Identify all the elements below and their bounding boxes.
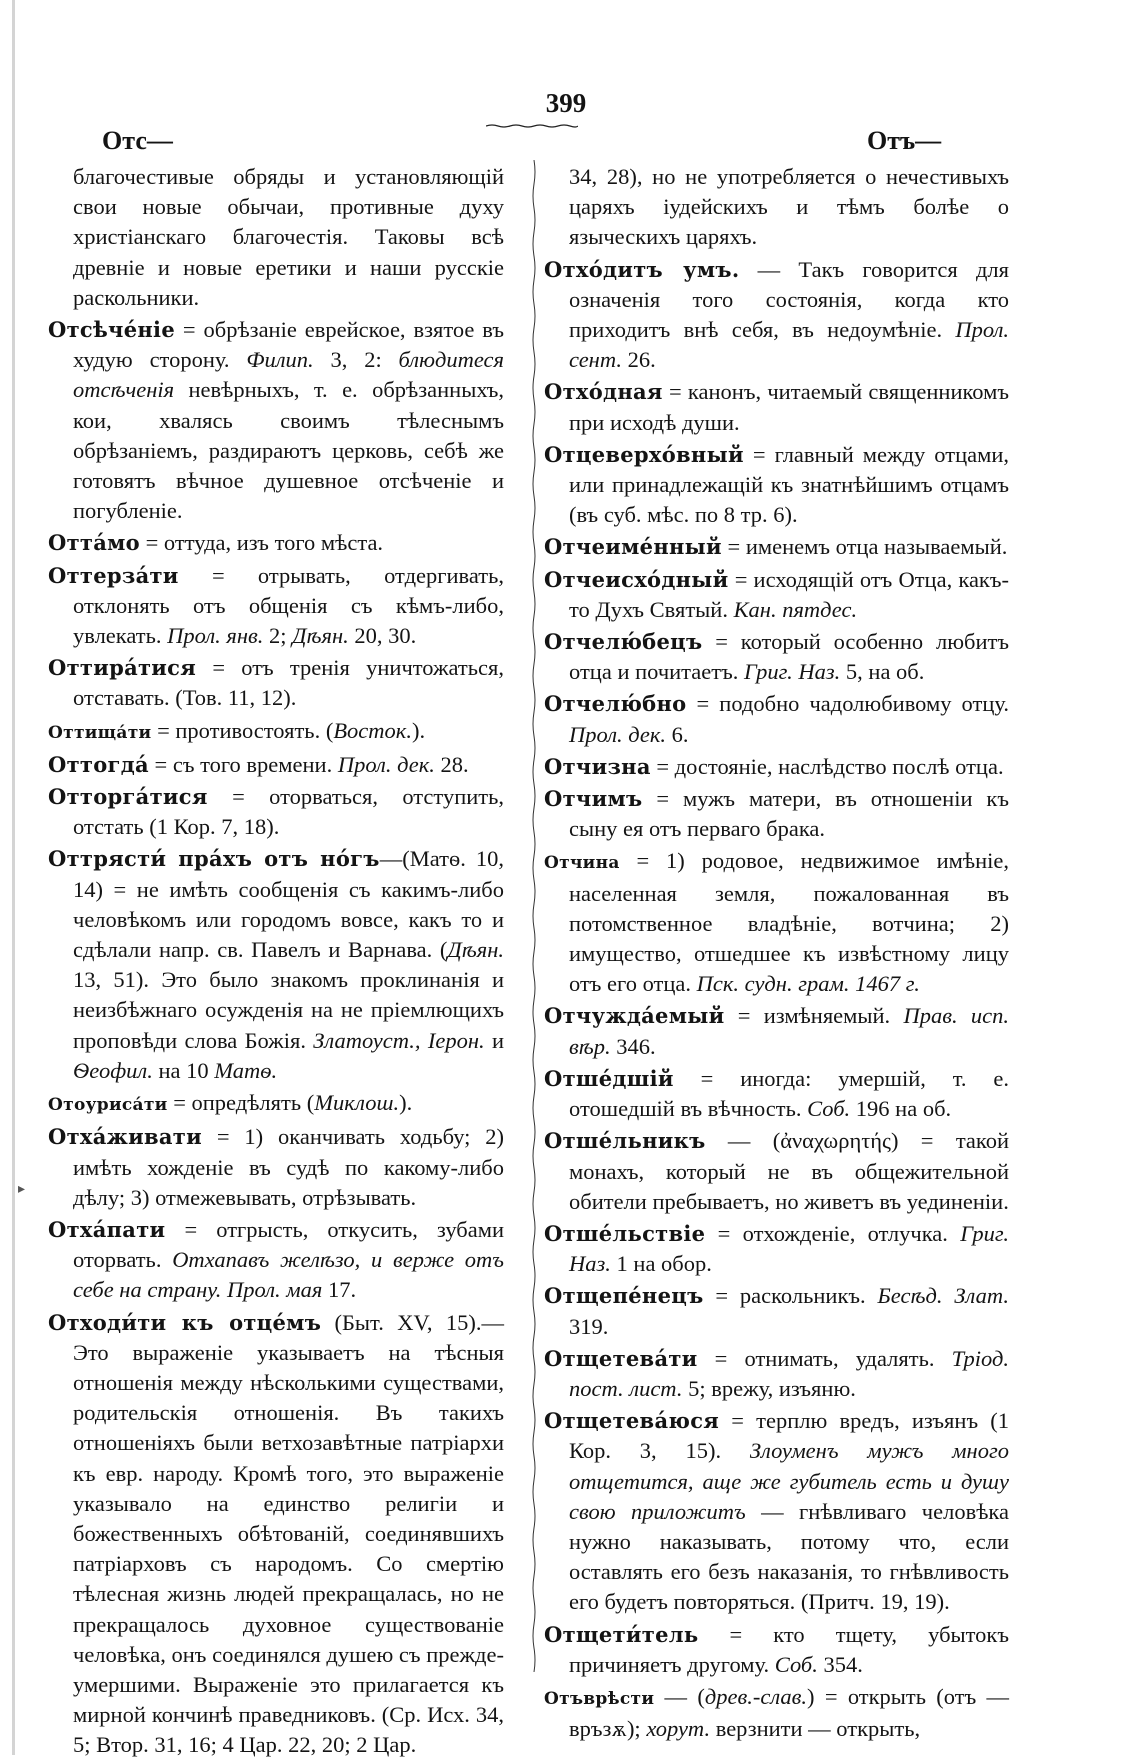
dictionary-entry xyxy=(48,750,504,780)
definition-text: 3, 2: xyxy=(313,347,399,373)
headword: Отщепéнецъ xyxy=(544,1283,704,1309)
dictionary-entry xyxy=(544,689,1009,749)
headword: Отъврѣсти xyxy=(544,1688,655,1709)
definition-text: 6. xyxy=(666,721,689,747)
dictionary-entry xyxy=(544,377,1009,437)
dictionary-entry xyxy=(544,1682,1009,1744)
definition-text: = раскольникъ. xyxy=(703,1283,878,1309)
dictionary-entry xyxy=(48,1215,504,1306)
definition-text: 20, 30. xyxy=(348,623,417,649)
dictionary-entry xyxy=(48,1122,504,1213)
definition-text: 13, 51). Это было знакомъ проклинанія и неизбѣжнаго осужденія на не пріемлющихъ проповѣди слова Божія. xyxy=(73,967,504,1053)
definition-text: (Быт. XV, 15).— Это выраженіе указываетъ на тѣсныя отношенія между нѣсколькими существами, родительскія отношенія. Въ такихъ отношеніяхъ были ветхозавѣтные патріархи къ евр. народу. Кромѣ того, это выраженіе указывало на единство религіи и божественныхъ обѣтованій, соединявшихъ патріарховъ съ народомъ. Со смертію тѣлесная жизнь людей прекращалась, но не прекращалось духовное существованіе человѣка, онъ соединялся душею съ прежде-умершими. Выраженіе это прилагается къ мирной кончинѣ праведниковъ. (Ср. Исх. 34, 5; Втор. 31, 16; 4 Цар. 22, 20; 2 Цар. xyxy=(73,1309,504,1758)
citation-text: Бесѣд. Злат. xyxy=(877,1283,1009,1309)
dictionary-entry xyxy=(48,844,504,1086)
headword: Отчимъ xyxy=(544,786,643,812)
margin-mark: ▸ xyxy=(18,1181,26,1197)
definition-text: верзнити — открыть, xyxy=(710,1716,921,1742)
citation-text: Матѳ. xyxy=(214,1057,278,1083)
definition-text: = главный между отцами, или принадлежащій къ знатнѣйшимъ отцамъ (въ суб. мѣс. по 8 тр. 6). xyxy=(569,441,1009,528)
citation-text: Злоуменъ мужъ много отщетится, аще же губитель есть и душу свою приложитъ xyxy=(569,1438,1009,1524)
definition-text: — ( xyxy=(654,1683,705,1709)
citation-text: Дѣян. xyxy=(447,937,504,963)
definition-text: 17. xyxy=(322,1277,357,1303)
dictionary-entry xyxy=(48,1088,504,1120)
headword: Отчуждáемый xyxy=(544,1003,725,1029)
headword: Отщетева́юся xyxy=(544,1408,720,1434)
dictionary-entry xyxy=(544,440,1009,531)
dictionary-entry xyxy=(48,653,504,713)
entry-continuation xyxy=(48,162,504,313)
headword: Отчеисхо́дный xyxy=(544,566,729,592)
headword: Отха́пати xyxy=(48,1216,166,1242)
definition-text: 5; врежу, изъяню. xyxy=(682,1375,856,1401)
dictionary-entry xyxy=(544,846,1009,999)
headword: Отчина xyxy=(544,853,620,874)
dictionary-entry xyxy=(544,255,1009,376)
headword: Оттерза́ти xyxy=(48,562,179,588)
definition-text: = который особенно любитъ отца и почитаетъ. xyxy=(569,629,1009,685)
definition-text: 2; xyxy=(263,623,293,649)
citation-text: Златоуст., Іерон. xyxy=(313,1027,485,1053)
running-head-right: Отъ— xyxy=(867,126,942,155)
citation-text: Прол. дек. xyxy=(337,751,435,777)
definition-text: 346. xyxy=(610,1033,656,1059)
definition-text: = съ того времени. xyxy=(148,751,338,777)
definition-text: 1 на обор. xyxy=(610,1251,712,1277)
dictionary-entry xyxy=(544,784,1009,844)
definition-text: = опредѣлять ( xyxy=(167,1090,315,1116)
headword: Оттрясти́ пра́хъ отъ но́гъ xyxy=(48,846,380,872)
dictionary-entry xyxy=(544,1219,1009,1279)
headword: Отцеверхо́вный xyxy=(544,441,744,467)
page-number-rule xyxy=(486,124,578,128)
headword: Оттира́тися xyxy=(48,655,197,681)
citation-text: Отхапавъ желѣзо, и верже отъ себе на страну. Прол. мая xyxy=(73,1247,504,1303)
dictionary-entry xyxy=(48,782,504,842)
citation-text: Восток. xyxy=(333,717,412,743)
definition-text: = отрывать, отдергивать, отклонять отъ общенія съ кѣмъ-либо, увлекать. xyxy=(73,562,504,649)
citation-text: Григ. Наз. xyxy=(743,659,841,685)
definition-text: = достояніе, наслѣдство послѣ отца. xyxy=(650,753,1004,779)
left-column xyxy=(48,162,504,1763)
headword: Отчелю́бецъ xyxy=(544,629,703,655)
citation-text: Тріод. пост. лист. xyxy=(569,1345,1009,1401)
definition-text: = канонъ, читаемый священникомъ при исходѣ души. xyxy=(569,379,1009,435)
headword: Отходи́ти къ отце́мъ xyxy=(48,1309,322,1335)
definition-text: — гнѣвливаго человѣка нужно наказывать, потому что, если оставлять его безъ наказанія, то гнѣвливость его будетъ повторяться. (Притч. 19, 19). xyxy=(569,1498,1010,1615)
definition-text: = 1) родовое, недвижимое имѣніе, населенная земля, пожалованная въ потомственное владѣніе, вотчина; 2) имущество, отшедшее къ извѣстному лицу отъ его отца. xyxy=(569,848,1009,997)
definition-text: = мужъ матери, въ отношеніи къ сыну ея отъ перваго брака. xyxy=(569,786,1009,842)
dictionary-entry xyxy=(544,1126,1009,1217)
definition-text: 354. xyxy=(817,1651,863,1677)
right-column xyxy=(544,162,1009,1746)
definition-text: 34, 28), но не употребляется о нечестивыхъ царяхъ іудейскихъ и тѣмъ болѣе о языческихъ царяхъ. xyxy=(569,164,1009,250)
dictionary-entry xyxy=(48,716,504,748)
dictionary-entry xyxy=(544,1281,1009,1341)
citation-text: хорут. xyxy=(646,1716,711,1742)
definition-text: благочестивые обряды и установляющій свои новые обычаи, противные духу христіанскаго благочестія. Таковы всѣ древніе и новые еретики и наши русскіе раскольники. xyxy=(73,164,504,310)
headword: Отчеимéнный xyxy=(544,534,722,560)
headword: Отщетева́ти xyxy=(544,1345,698,1371)
citation-text: Прол. янв. xyxy=(167,623,264,649)
definition-text: —(Матѳ. 10, 14) = не имѣть сообщенія съ какимъ-либо человѣкомъ или городомъ вовсе, какъ то и сдѣлали напр. св. Павелъ и Варнава. ( xyxy=(73,846,504,963)
definition-text: 26. xyxy=(622,347,656,373)
citation-text: Пск. судн. грам. 1467 г. xyxy=(696,971,920,997)
definition-text: = отнимать, удалять. xyxy=(697,1345,952,1371)
definition-text: = именемъ отца называемый. xyxy=(721,534,1008,560)
citation-text: Соб. xyxy=(807,1096,851,1122)
definition-text: = отхожденіе, отлучка. xyxy=(705,1220,961,1246)
headword: Отхо́дная xyxy=(544,379,663,405)
definition-text: — Такъ говорится для означенія того состоянія, когда кто приходитъ внѣ себя, въ недоумѣніе. xyxy=(569,256,1009,343)
definition-text: на 10 xyxy=(152,1057,215,1083)
citation-text: Миклош. xyxy=(314,1090,400,1116)
headword: Отта́мо xyxy=(48,530,140,556)
citation-text: Ѳеофил. xyxy=(73,1057,153,1083)
dictionary-entry xyxy=(544,1344,1009,1404)
definition-text: = противостоять. ( xyxy=(151,717,334,743)
definition-text: = кто тщету, убытокъ причиняетъ другому. xyxy=(569,1621,1009,1677)
definition-text: = обрѣзаніе еврейское, взятое въ худую сторону. xyxy=(73,317,504,373)
dictionary-entry xyxy=(544,1406,1009,1617)
headword: Отшéдшій xyxy=(544,1065,674,1091)
scan-edge xyxy=(12,0,15,1755)
citation-text: Григ. Наз. xyxy=(569,1220,1009,1277)
dictionary-entry xyxy=(48,1308,504,1761)
headword: Отха́живати xyxy=(48,1124,202,1150)
column-divider xyxy=(530,160,538,1672)
citation-text: Прол. дек. xyxy=(569,721,667,747)
citation-text: Прав. исп. вѣр. xyxy=(569,1003,1009,1059)
headword: Отчелю́бно xyxy=(544,691,687,717)
definition-text: = отгрысть, откусить, зубами оторвать. xyxy=(73,1216,504,1273)
dictionary-entry xyxy=(544,1620,1009,1680)
definition-text: 5, на об. xyxy=(840,659,925,685)
definition-text: ) = открыть (отъ — връзѫ); xyxy=(569,1683,1009,1742)
definition-text: ). xyxy=(399,1090,413,1116)
dictionary-entry xyxy=(48,315,504,526)
headword: Отхо́дитъ умъ. xyxy=(544,256,740,282)
citation-text: Кан. пятдес. xyxy=(733,596,858,622)
headword: Отчизна xyxy=(544,753,651,779)
headword: Отшéльствіе xyxy=(544,1220,706,1246)
definition-text: = иногда: умершій, т. е. отошедшій въ вѣчность. xyxy=(569,1065,1009,1122)
dictionary-entry xyxy=(48,561,504,652)
definition-text: — (ἀναχωρητής) = такой монахъ, который не въ общежительной обители пребываетъ, но живетъ въ уединеніи. xyxy=(569,1128,1009,1214)
definition-text: = измѣняемый. xyxy=(724,1003,904,1029)
citation-text: древ.-слав. xyxy=(704,1683,808,1709)
definition-text: и xyxy=(484,1027,504,1053)
definition-text: = терплю вредъ, изъянъ (1 Кор. 3, 15). xyxy=(569,1408,1009,1464)
definition-text: = отъ тренія уничтожаться, отставать. (Тов. 11, 12). xyxy=(73,655,504,711)
headword: Отсѣче́ніе xyxy=(48,317,175,343)
definition-text: 28. xyxy=(434,751,469,777)
running-head-left: Отс— xyxy=(102,126,173,155)
dictionary-entry xyxy=(544,752,1009,782)
definition-text: 196 на об. xyxy=(850,1096,952,1122)
headword: Отшéльникъ xyxy=(544,1128,706,1154)
headword: Отоуриса́ти xyxy=(48,1095,168,1116)
dictionary-entry xyxy=(544,565,1009,625)
citation-text: блюдитеся отсѣченія xyxy=(73,347,504,403)
dictionary-entry xyxy=(48,528,504,558)
definition-text: 319. xyxy=(569,1313,609,1339)
citation-text: Дѣян. xyxy=(292,623,349,649)
citation-text: Филип. xyxy=(246,347,314,373)
dictionary-entry xyxy=(544,532,1009,562)
page-number: 399 xyxy=(545,88,587,118)
headword: Оттогда́ xyxy=(48,751,149,777)
headword: Оттища́ти xyxy=(48,722,152,743)
definition-text: невѣрныхъ, т. е. обрѣзанныхъ, кои, хвалясь своимъ тѣлеснымъ обрѣзаніемъ, раздираютъ церковь, себѣ же готовятъ вѣчное душевное отсѣченіе и погубленіе. xyxy=(73,377,504,524)
definition-text: ). xyxy=(411,717,426,743)
citation-text: Соб. xyxy=(774,1651,818,1677)
definition-text: = исходящій отъ Отца, какъ-то Духъ Святый. xyxy=(569,566,1009,622)
dictionary-entry xyxy=(544,627,1009,687)
citation-text: Прол. сент. xyxy=(569,317,1009,373)
dictionary-entry xyxy=(544,1064,1009,1124)
definition-text: = оторваться, отступить, отстать (1 Кор. 7, 18). xyxy=(73,784,504,840)
definition-text: = подобно чадолюбивому отцу. xyxy=(686,691,1009,717)
definition-text: = 1) оканчивать ходьбу; 2) имѣть хожденіе въ судѣ по какому-либо дѣлу; 3) отмежевывать, отрѣзывать. xyxy=(73,1124,504,1210)
headword: Отторга́тися xyxy=(48,784,208,810)
headword: Отщети́тель xyxy=(544,1621,699,1647)
definition-text: = оттуда, изъ того мѣста. xyxy=(139,530,384,556)
entry-continuation xyxy=(544,162,1009,253)
dictionary-entry xyxy=(544,1001,1009,1061)
